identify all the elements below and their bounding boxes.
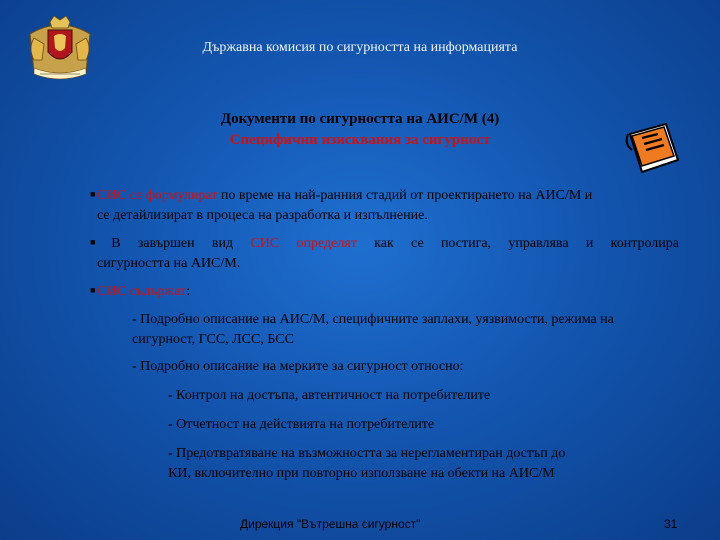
- sub-item-line: сигурност, ГСС, ЛСС, БСС: [132, 332, 294, 347]
- bullet-icon: ■: [90, 285, 96, 295]
- bullet-icon: ■: [90, 189, 96, 199]
- paragraph-line: [90, 232, 679, 254]
- paragraph-text: В завършен вид: [111, 236, 251, 251]
- slide-title: Документи по сигурността на АИС/М (4): [220, 111, 500, 127]
- paragraph-definition: [90, 232, 679, 274]
- sub-item-accountability: - Отчетност на действията на потребителите: [168, 417, 435, 432]
- sub-item-description: [132, 310, 688, 350]
- highlight-text: СИС се формулират: [97, 188, 218, 203]
- sub-item-line: - Предотвратяване на възможността за нерегламентиран достъп до: [168, 446, 566, 461]
- paragraph-line: [90, 184, 679, 206]
- paragraph-text: :: [186, 284, 191, 299]
- paragraph-formulation: [90, 184, 679, 226]
- paragraph-text: по време на най-ранния стадий от проектирането на АИС/М и: [217, 188, 593, 203]
- paragraph-line: [90, 280, 679, 302]
- highlight-text: СИС определят: [250, 236, 357, 251]
- page-number: 31: [664, 517, 678, 531]
- paragraph-line: сигурността на АИС/М.: [97, 256, 241, 271]
- paragraph-contents: [90, 280, 679, 302]
- sub-item-line: КИ, включително при повторно използване на обекти на АИС/М: [168, 466, 555, 481]
- footer-department: Дирекция "Вътрешна сигурност": [240, 517, 421, 531]
- sub-item-access-control: - Контрол на достъпа, автентичност на потребителите: [168, 388, 491, 403]
- paragraph-line: се детайлизират в процеса на разработка и изпълнение.: [97, 208, 428, 223]
- paragraph-text: как се постига, управлява и контролира: [356, 236, 679, 251]
- highlight-text: СИС съдържат: [97, 284, 187, 299]
- slide-subtitle: Специфични изисквания за сигурност: [229, 132, 491, 148]
- sub-item-line: - Подробно описание на АИС/М, специфичните заплахи, уязвимости, режима на: [132, 312, 614, 327]
- document-icon: [622, 120, 682, 176]
- bullet-icon: ■: [90, 237, 110, 247]
- organization-header: Държавна комисия по сигурността на информацията: [202, 40, 518, 55]
- sub-item-prevention: [168, 444, 688, 484]
- sub-item-measures: - Подробно описание на мерките за сигурност относно:: [132, 359, 464, 374]
